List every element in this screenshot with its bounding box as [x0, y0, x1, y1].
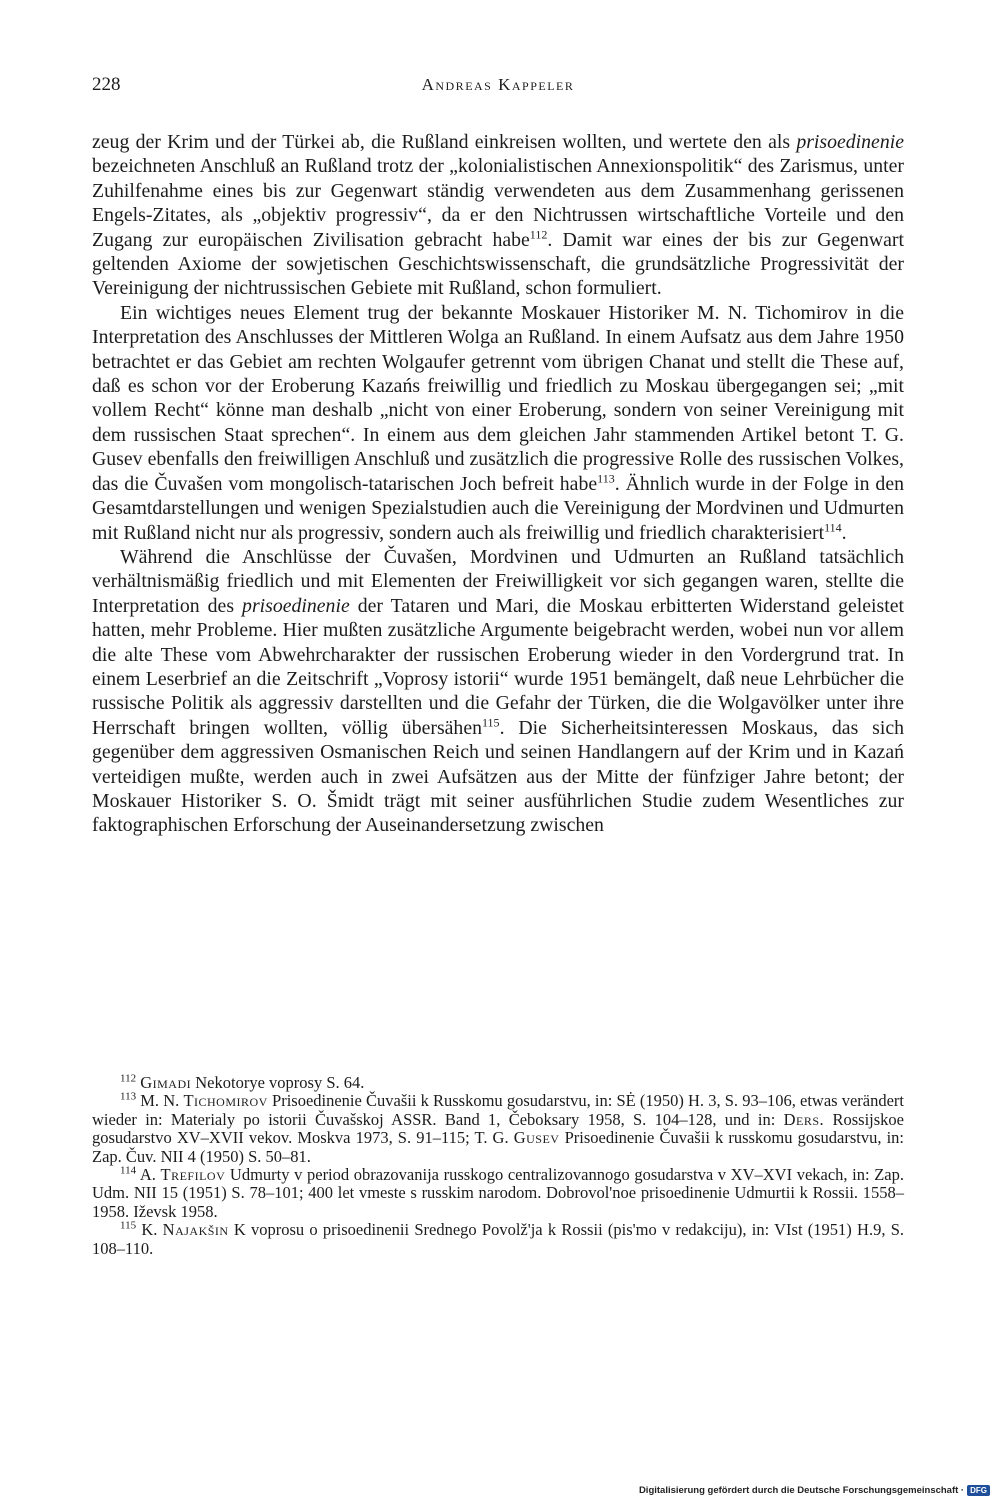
text-run: K.	[141, 1220, 163, 1240]
footnote	[92, 1074, 904, 1092]
author-name: Gimadi	[140, 1073, 192, 1092]
text-run: bezeichneten Anschluß an Rußland trotz der „kolonialistischen Annexionspolitik“ des Zarismus, unter Zuhilfenahme eines bis zur Gegenwart ständig verwendeten aus dem Zusammenhang gerissenen Engels-Zitates, als „objektiv progressiv“, da er den Nichtrussen wirtschaftliche Vorteile und den Zugang zur europäischen Zivilisation gebracht habe	[92, 155, 904, 251]
footnote	[92, 1092, 904, 1166]
dfg-logo: DFG	[967, 1485, 990, 1496]
footnote	[92, 1166, 904, 1221]
text-run: Nekotorye voprosy S. 64.	[191, 1073, 365, 1092]
footnote-ref: 115	[482, 715, 500, 730]
author-name: Ders.	[783, 1109, 825, 1129]
footnote-number: 115	[120, 1219, 137, 1232]
paragraph	[92, 545, 904, 838]
author-name: Tichomirov	[183, 1091, 268, 1111]
text-run: Prisoedinenie Čuvašii k russkomu gosudarstvu, in: Zap. Čuv. NII 4 (1950) S. 50–81.	[92, 1128, 904, 1166]
author-name: Gusev	[513, 1128, 560, 1148]
footnote-ref: 114	[824, 519, 842, 534]
text-run: . Die Sicherheitsinteressen Moskaus, das sich gegenüber dem aggressiven Osmanischen Reich und seinen Handlangern auf der Krim und in Kazań verteidigen mußte, werden auch in zwei Aufsätzen aus der Mitte der fünfziger Jahre betont; der Moskauer Historiker S. O. Šmidt trägt mit seiner ausführlichen Studie zudem Wesentliches zur faktographischen Erforschung der Auseinandersetzung zwischen	[92, 716, 905, 837]
page-number: 228	[92, 74, 121, 95]
author-name: Trefilov	[160, 1165, 226, 1185]
body-text	[92, 130, 904, 838]
text-run: A.	[139, 1165, 161, 1185]
text-run: zeug der Krim und der Türkei ab, die Rußland einkreisen wollten, und wertete den als	[92, 131, 797, 153]
paragraph	[92, 301, 904, 545]
footnote-number: 113	[120, 1090, 137, 1103]
text-run: .	[841, 521, 847, 544]
text-run: Prisoedinenie Čuvašii k Russkomu gosudarstvu, in: SĖ (1950) H. 3, S. 93–106, etwas verändert wieder in: Materialy po istorii Čuvašskoj ASSR. Band 1, Čeboksary 1958, S. 104–128, und in:	[92, 1091, 905, 1129]
text-run: K voprosu o prisoedinenii Srednego Povolž'ja k Rossii (pis'mo v redakciju), in: VIst (1951) H.9, S. 108–110.	[92, 1220, 904, 1258]
digitization-credit	[639, 1483, 990, 1497]
author-name: Najakšin	[162, 1220, 229, 1240]
text-run: . Ähnlich wurde in der Folge in den Gesamtdarstellungen und wenigen Spezialstudien auch die Vereinigung der Mordvinen und Udmurten mit Rußland nicht nur als progressiv, sondern auch als freiwillig und friedlich charakterisiert	[92, 472, 904, 544]
footnote-ref: 113	[597, 471, 615, 486]
text-run: der Tataren und Mari, die Moskau erbitterten Widerstand geleistet hatten, mehr Probleme. Hier mußten zusätzliche Argumente beigebracht werden, wobei nun vor allem die alte These vom Abwehrcharakter der russischen Eroberung wieder in den Vordergrund trat. In einem Leserbrief an die Zeitschrift „Voprosy istorii“ wurde 1951 bemängelt, daß neue Lehrbücher die russische Politik als aggressiv darstellten und die Gefahr der Türken, die die Wolgavölker unter ihre Herrschaft bringen wollten, völlig übersähen	[92, 594, 904, 739]
italic-term: prisoedinenie	[796, 131, 904, 153]
footnote-ref: 112	[529, 227, 548, 242]
text-run: M. N.	[140, 1091, 184, 1111]
footnotes	[92, 1074, 904, 1258]
paragraph	[92, 130, 904, 301]
credit-text: Digitalisierung gefördert durch die Deutsche Forschungsgemeinschaft ·	[638, 1484, 965, 1496]
page-header	[92, 74, 904, 104]
text-run: Rossijskoe gosudarstvo XV–XVII vekov. Moskva 1973, S. 91–115; T. G.	[92, 1109, 904, 1148]
text-run: . Damit war eines der bis zur Gegenwart geltenden Axiome der sowjetischen Geschichtswissenschaft, die grundsätzliche Progressivität der Vereinigung der nichtrussischen Gebiete mit Rußland, schon formuliert.	[92, 228, 904, 300]
italic-term: prisoedinenie	[242, 594, 350, 617]
text-run: Während die Anschlüsse der Čuvašen, Mordvinen und Udmurten an Rußland tatsächlich verhältnismäßig friedlich und mit Elementen der Freiwilligkeit vor sich gegangen waren, stellte die Interpretation des	[92, 545, 904, 617]
text-run: Ein wichtiges neues Element trug der bekannte Moskauer Historiker M. N. Tichomirov in die Interpretation des Anschlusses der Mittleren Wolga an Rußland. In einem Aufsatz aus dem Jahre 1950 betrachtet er das Gebiet am rechten Wolgaufer getrennt vom übrigen Chanat und stellt die These auf, daß es schon vor der Eroberung Kazańs freiwillig und friedlich zu Moskau übergegangen sei; „mit vollem Recht“ könne man deshalb „nicht von einer Eroberung, sondern von seiner Vereinigung mit dem russischen Staat sprechen“. In einem aus dem gleichen Jahr stammenden Artikel betont T. G. Gusev ebenfalls den freiwilligen Anschluß und zusätzlich die progressive Rolle des russischen Volkes, das die Čuvašen vom mongolisch-tatarischen Joch befreit habe	[92, 301, 904, 495]
footnote-number: 112	[120, 1072, 137, 1085]
footnote	[92, 1221, 904, 1258]
text-run: Udmurty v period obrazovanija russkogo centralizovannogo gosudarstva v XV–XVI vekach, in: Zap. Udm. NII 15 (1951) S. 78–101; 400 let vmeste s russkim narodom. Dobrovol'noe prisoedinenie Udmurtii k Rossii. 1558–1958. Iževsk 1958.	[92, 1165, 905, 1221]
footnote-number: 114	[120, 1164, 137, 1177]
running-head: Andreas Kappeler	[421, 75, 575, 94]
